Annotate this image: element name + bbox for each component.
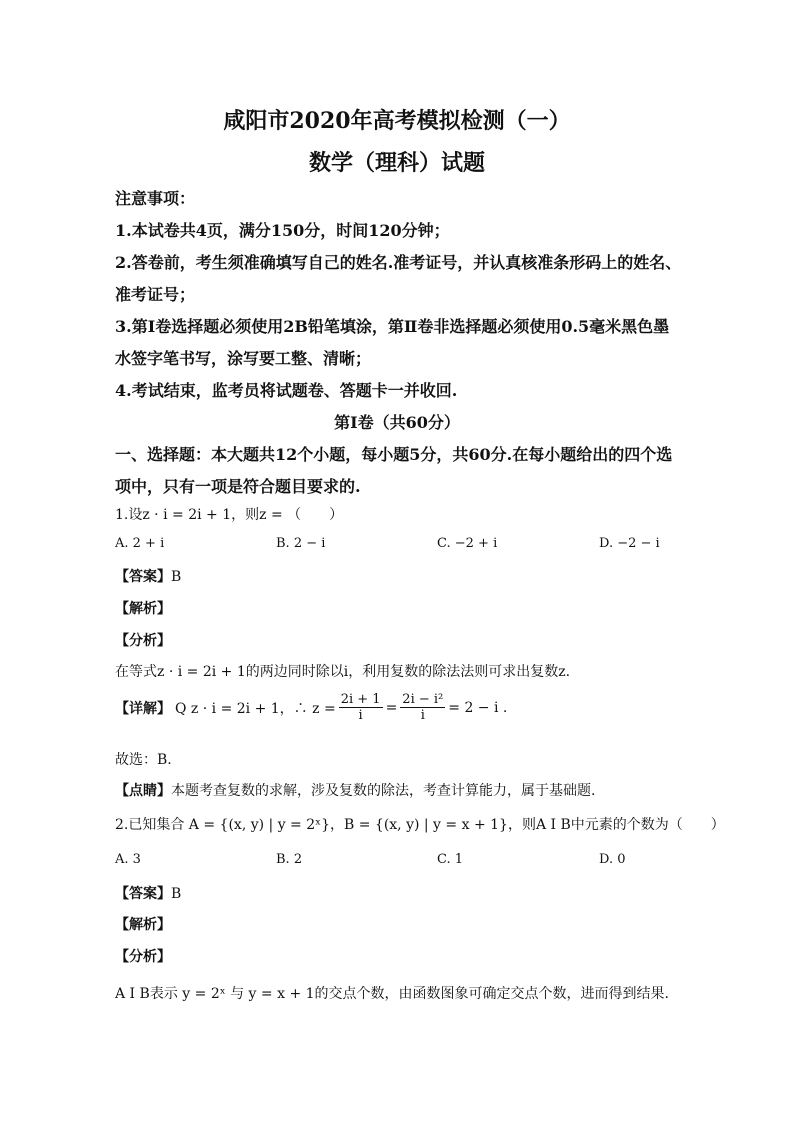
q1-fenxi-text: 在等式z · i = 2i + 1的两边同时除以i，利用复数的除法法则可求出复数z. [115, 664, 571, 680]
exam-title: 咸阳市2020年高考模拟检测（一） [223, 108, 571, 134]
q2-option-b: B. 2 [276, 852, 303, 867]
q1-detail-row [115, 692, 507, 723]
q1-fraction-1-denominator: i [358, 708, 363, 723]
section-intro-line1: 一、选择题：本大题共12个小题，每小题5分，共60分.在每小题给出的四个选 [115, 445, 673, 464]
notice-item-3: 3.第Ⅰ卷选择题必须使用2B铅笔填涂，第Ⅱ卷非选择题必须使用0.5毫米黑色墨 [115, 317, 670, 336]
q1-detail-suffix: = 2 − i . [448, 699, 508, 716]
q1-option-b: B. 2 − i [276, 536, 326, 551]
q1-detail-prefix: Q z · i = 2i + 1，∴ z = [175, 700, 336, 717]
q2-stem: 2.已知集合 A = {(x, y) | y = 2ˣ}，B = {(x, y) | y = x + 1}，则A I B中元素的个数为（ ） [115, 817, 725, 833]
notice-item-2-cont: 准考证号； [115, 285, 196, 304]
section-title: 第Ⅰ卷（共60分） [334, 413, 460, 432]
q1-answer-label: 【答案】 [115, 569, 171, 585]
q1-fraction-2-numerator: 2i − i² [402, 692, 444, 707]
q2-fenxi-label: 【分析】 [115, 949, 171, 965]
q1-option-d: D. −2 − i [599, 536, 660, 551]
q2-fenxi-text: A I B表示 y = 2ˣ 与 y = x + 1的交点个数，由函数图象可确定交点个数，进而得到结果. [115, 986, 669, 1002]
q1-conclusion: 故选：B. [115, 752, 172, 768]
q2-answer-value: B [171, 886, 182, 902]
q1-comment-label: 【点睛】 [115, 783, 171, 799]
notice-item-1: 1.本试卷共4页，满分150分，时间120分钟； [115, 221, 450, 240]
q2-answer-label: 【答案】 [115, 886, 171, 902]
q2-option-d: D. 0 [599, 852, 626, 867]
q1-fenxi-label: 【分析】 [115, 633, 171, 649]
q1-fraction-1-numerator: 2i + 1 [340, 692, 381, 707]
q1-option-c: C. −2 + i [437, 536, 498, 551]
q1-comment-row [115, 780, 595, 800]
q1-detail-equals: = [385, 699, 398, 716]
q1-detail-label: 【详解】 [115, 700, 171, 717]
q1-fraction-2-denominator: i [420, 708, 425, 723]
section-intro-line2: 项中，只有一项是符合题目要求的. [115, 477, 361, 496]
q1-comment-text: 本题考查复数的求解，涉及复数的除法，考查计算能力，属于基础题. [171, 783, 596, 799]
exam-subtitle: 数学（理科）试题 [308, 150, 485, 176]
q2-answer-row [115, 883, 181, 903]
q1-analysis-label: 【解析】 [115, 601, 171, 617]
notice-item-4: 4.考试结束，监考员将试题卷、答题卡一并收回. [115, 381, 458, 400]
q1-answer-row [115, 566, 181, 586]
q2-option-c: C. 1 [437, 852, 464, 867]
q1-fraction-2 [400, 692, 445, 723]
q2-option-a: A. 3 [115, 852, 141, 867]
notice-item-2: 2.答卷前，考生须准确填写自己的姓名.准考证号，并认真核准条形码上的姓名、 [115, 253, 682, 272]
notice-heading: 注意事项： [115, 189, 196, 208]
q2-analysis-label: 【解析】 [115, 917, 171, 933]
q1-stem: 1.设z · i = 2i + 1，则z = （ ） [115, 507, 344, 523]
notice-item-3-cont: 水签字笔书写，涂写要工整、清晰； [115, 349, 372, 368]
q1-answer-value: B [171, 569, 182, 585]
q1-fraction-1 [339, 692, 383, 723]
q1-option-a: A. 2 + i [115, 536, 165, 551]
